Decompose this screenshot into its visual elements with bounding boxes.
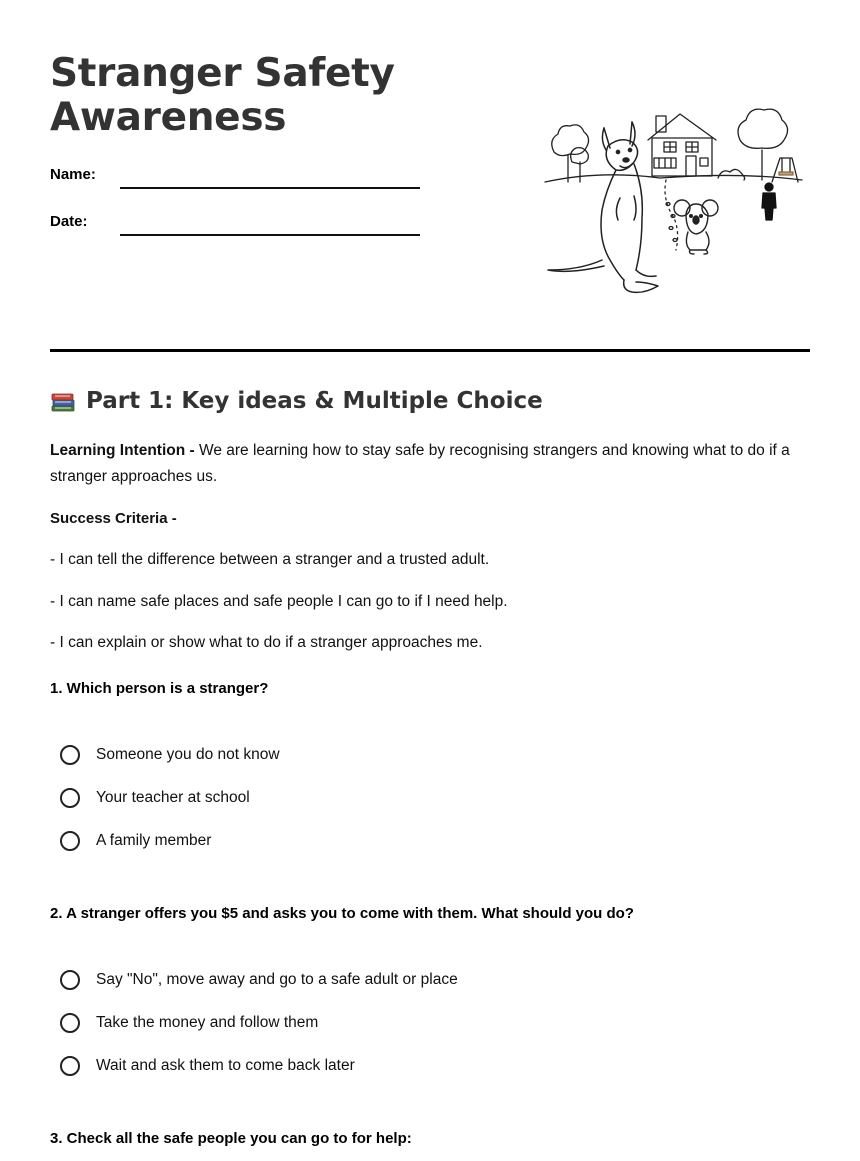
question-2-option[interactable] [60,1013,318,1033]
option-label: Say "No", move away and go to a safe adult or place [96,971,458,988]
learning-intention-text: We are learning how to stay safe by recognising strangers and knowing what to do if a stranger approaches us. [50,442,790,485]
question-1: 1. Which person is a stranger? [50,680,269,697]
question-1-option[interactable] [60,745,280,765]
tree-right-icon [738,109,788,180]
option-label: Wait and ask them to come back later [96,1057,355,1074]
criteria-item: - I can tell the difference between a stranger and a trusted adult. [50,551,490,568]
title-line-2: Awareness [50,95,287,140]
radio-button[interactable] [60,1056,80,1076]
option-label: A family member [96,832,212,849]
learning-intention-label: Learning Intention - [50,442,199,459]
kangaroo-icon [548,122,658,292]
house-icon [648,114,716,176]
books-icon [50,388,76,414]
worksheet-title [50,52,395,140]
radio-button[interactable] [60,831,80,851]
tree-left-icon [552,125,589,182]
criteria-item: - I can name safe places and safe people I can go to if I need help. [50,593,508,610]
criteria-item: - I can explain or show what to do if a stranger approaches me. [50,634,483,651]
radio-button[interactable] [60,1013,80,1033]
part1-title: Part 1: Key ideas & Multiple Choice [86,388,543,414]
koala-icon [674,200,718,254]
success-criteria-heading [50,506,810,532]
question-2-option[interactable] [60,1056,355,1076]
success-criteria-label: Success Criteria - [50,510,177,527]
option-label: Take the money and follow them [96,1014,319,1031]
question-1-option[interactable] [60,788,250,808]
radio-button[interactable] [60,970,80,990]
title-line-1: Stranger Safety [50,51,395,96]
radio-button[interactable] [60,745,80,765]
question-2: 2. A stranger offers you $5 and asks you to come with them. What should you do? [50,905,634,922]
question-1-option[interactable] [60,831,211,851]
name-label: Name: [50,166,96,183]
stranger-silhouette-icon [762,183,776,220]
question-3: 3. Check all the safe people you can go to for help: [50,1130,412,1147]
kangaroo-koala-park-illustration [540,100,810,300]
radio-button[interactable] [60,788,80,808]
section-divider [50,349,810,352]
date-label: Date: [50,213,88,230]
name-write-line[interactable] [120,187,420,189]
question-2-option[interactable] [60,970,458,990]
learning-intention [50,438,810,490]
option-label: Someone you do not know [96,746,280,763]
part1-heading [50,388,543,414]
date-write-line[interactable] [120,234,420,236]
option-label: Your teacher at school [96,789,250,806]
